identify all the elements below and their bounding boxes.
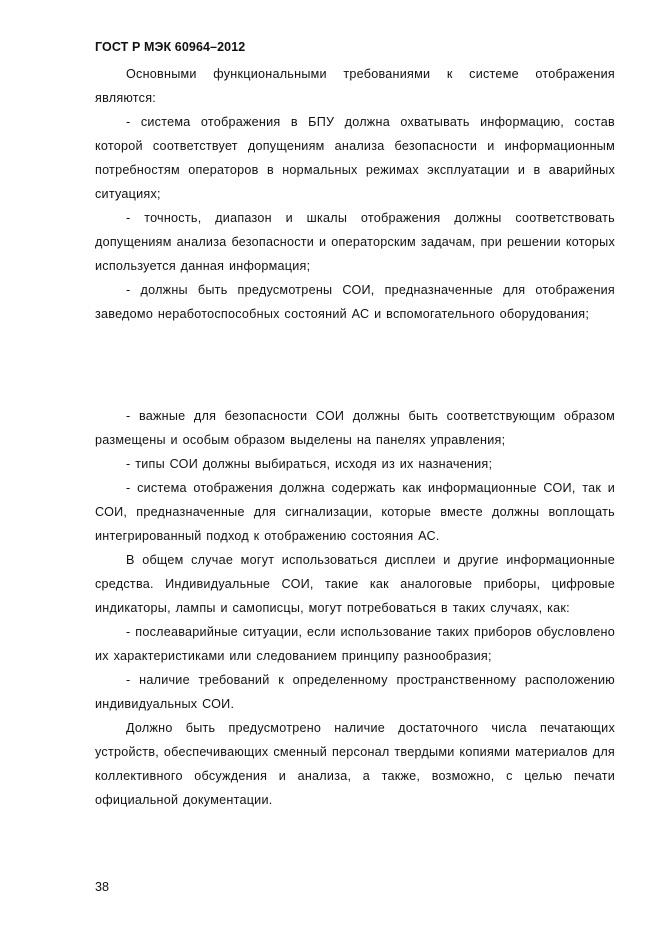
- list-item: - точность, диапазон и шкалы отображения должны соответствовать допущениям анализа безопасности и операторским задачам, при решении которых используется данная информация;: [95, 211, 615, 273]
- list-item: - система отображения в БПУ должна охватывать информацию, состав которой соответствует допущениям анализа безопасности и информационным потребностям операторов в нормальных режимах эксплуатации и в аварийных ситуациях;: [95, 115, 615, 201]
- list-item: - послеаварийные ситуации, если использование таких приборов обусловлено их характеристиками или следованием принципу разнообразия;: [95, 625, 615, 663]
- text-block-lower: [95, 404, 615, 812]
- list-item: - наличие требований к определенному пространственному расположению индивидуальных СОИ.: [95, 673, 615, 711]
- paragraph-intro: Основными функциональными требованиями к системе отображения являются:: [95, 67, 615, 105]
- paragraph: В общем случае могут использоваться дисплеи и другие информационные средства. Индивидуальные СОИ, такие как аналоговые приборы, цифровые индикаторы, лампы и самописцы, могут потребоваться в таких случаях, как:: [95, 553, 615, 615]
- document-header: ГОСТ Р МЭК 60964–2012: [95, 40, 246, 54]
- list-item: - система отображения должна содержать как информационные СОИ, так и СОИ, предназначенные для сигнализации, которые вместе должны воплощать интегрированный подход к отображению состояния АС.: [95, 481, 615, 543]
- page-number: 38: [95, 880, 110, 894]
- list-item: - типы СОИ должны выбираться, исходя из их назначения;: [126, 457, 493, 471]
- paragraph: Должно быть предусмотрено наличие достаточного числа печатающих устройств, обеспечивающих сменный персонал твердыми копиями материалов для коллективного обсуждения и анализа, а также, возможно, с целью печати официальной документации.: [95, 721, 615, 807]
- list-item: - важные для безопасности СОИ должны быть соответствующим образом размещены и особым образом выделены на панелях управления;: [95, 409, 615, 447]
- list-item: - должны быть предусмотрены СОИ, предназначенные для отображения заведомо неработоспособных состояний АС и вспомогательного оборудования;: [95, 283, 615, 321]
- text-block-upper: [95, 62, 615, 326]
